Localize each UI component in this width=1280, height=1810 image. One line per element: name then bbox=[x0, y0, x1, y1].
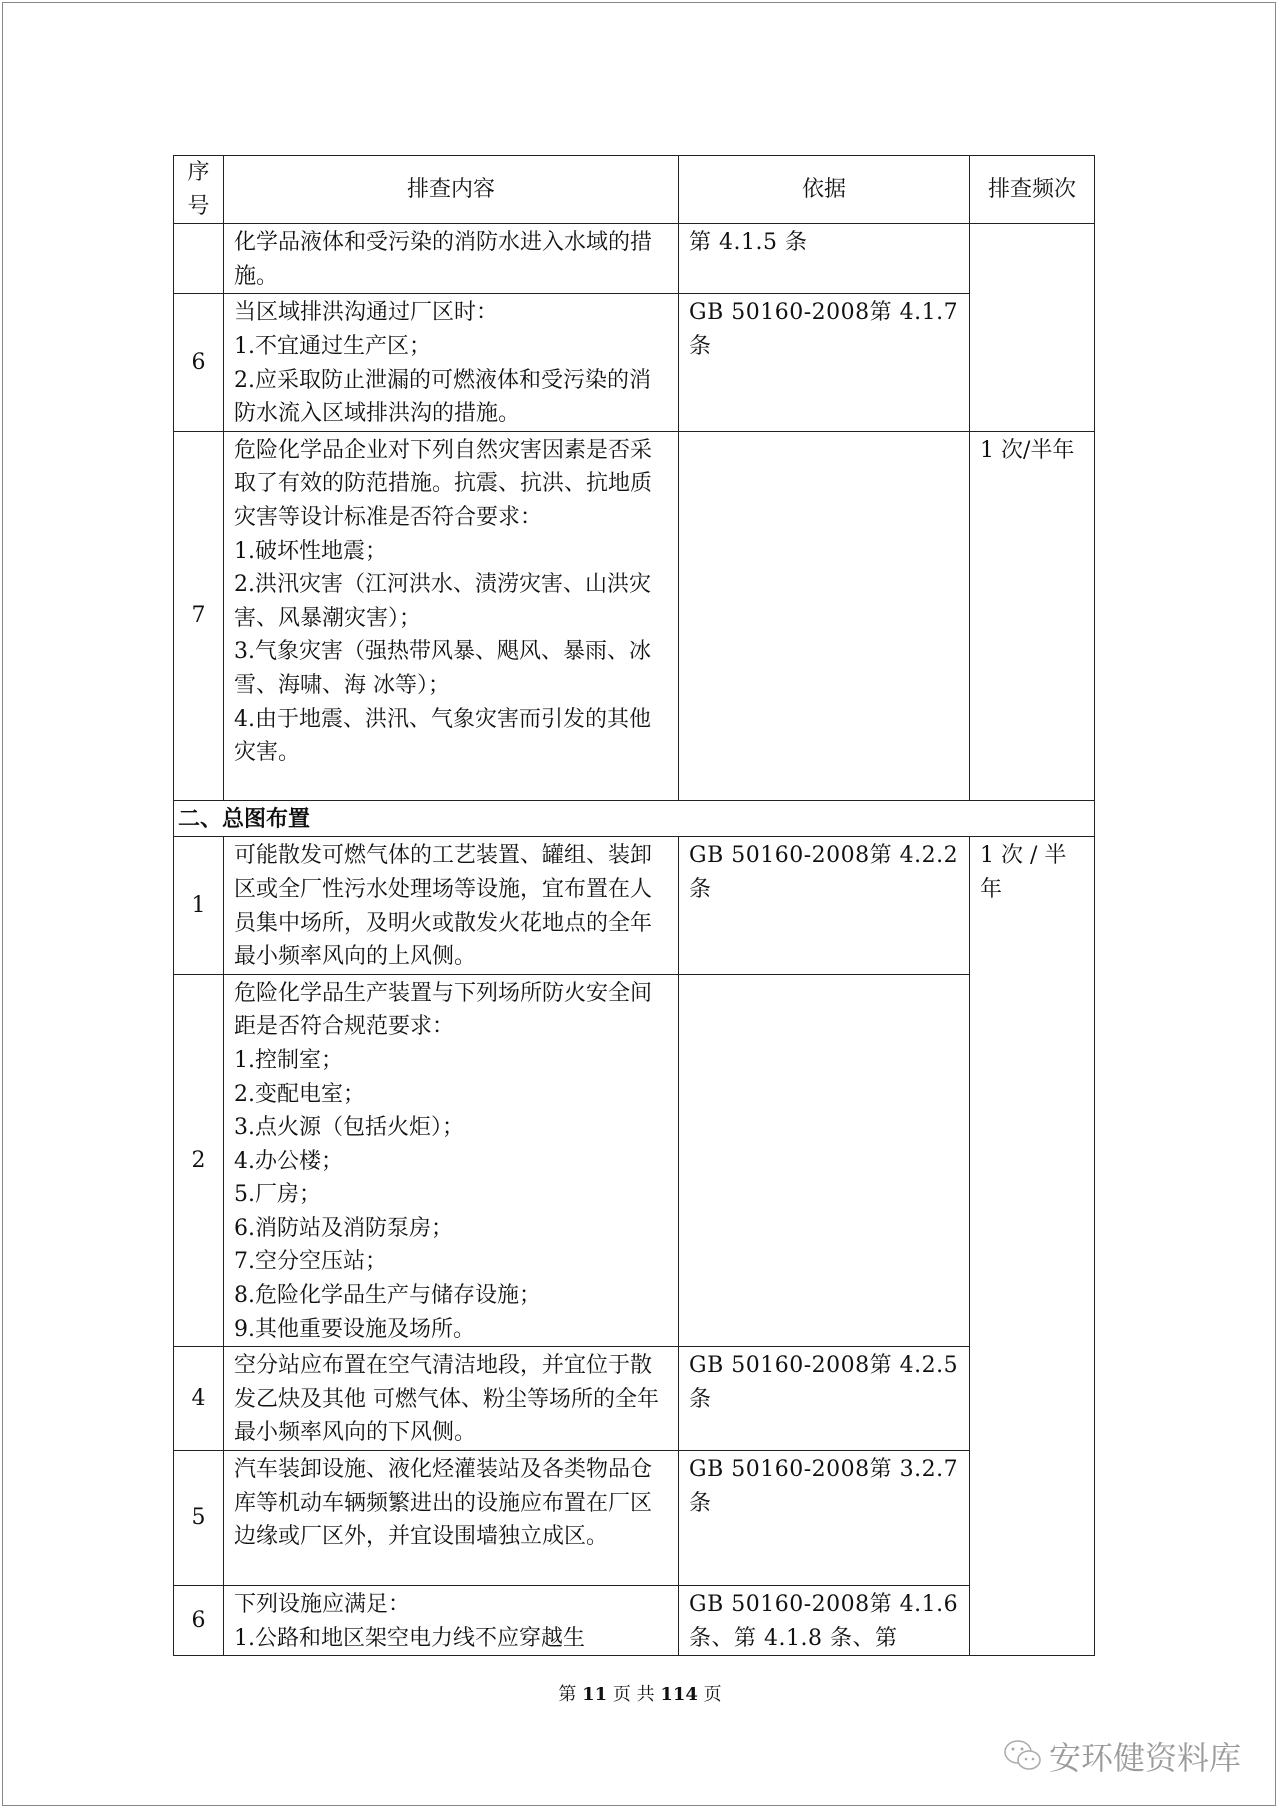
content-line: 2.洪汛灾害（江河洪水、渍涝灾害、山洪灾害、风暴潮灾害）； bbox=[234, 572, 651, 631]
content-line: 1.公路和地区架空电力线不应穿越生 bbox=[234, 1625, 585, 1651]
footer-text: 第 bbox=[558, 1684, 577, 1705]
content-line: 3.点火源（包括火炬）； bbox=[234, 1115, 464, 1141]
section-row bbox=[174, 800, 1095, 837]
row-no: 7 bbox=[174, 431, 224, 800]
watermark bbox=[1003, 1733, 1241, 1779]
row-basis: GB 50160-2008第 4.1.6 条、第 4.1.8 条、第 bbox=[679, 1586, 970, 1656]
row-no: 4 bbox=[174, 1347, 224, 1451]
row-content bbox=[224, 974, 679, 1347]
row-content: 汽车装卸设施、液化烃灌装站及各类物品仓库等机动车辆频繁进出的设施应布置在厂区边缘或厂区外，并宜设围墙独立成区。 bbox=[224, 1451, 679, 1586]
content-line: 危险化学品企业对下列自然灾害因素是否采取了有效的防范措施。抗震、抗洪、抗地质灾害等设计标准是否符合要求： bbox=[234, 437, 653, 530]
row-basis: GB 50160-2008第 4.2.5 条 bbox=[679, 1347, 970, 1451]
row-no: 1 bbox=[174, 837, 224, 974]
content-line: 1.控制室； bbox=[234, 1047, 343, 1073]
table-row bbox=[174, 224, 1095, 294]
page-footer bbox=[0, 1680, 1280, 1706]
content-line: 4.由于地震、洪汛、气象灾害而引发的其他灾害。 bbox=[234, 706, 651, 766]
row-basis: GB 50160-2008第 3.2.7 条 bbox=[679, 1451, 970, 1586]
table-row bbox=[174, 1586, 1095, 1656]
row-freq: 1 次 / 半年 bbox=[970, 837, 1095, 1656]
table-row bbox=[174, 1347, 1095, 1451]
header-freq: 排查频次 bbox=[970, 156, 1095, 224]
content-line: 1.破坏性地震； bbox=[234, 538, 387, 564]
content-line: 7.空分空压站； bbox=[234, 1249, 387, 1275]
row-basis bbox=[679, 974, 970, 1347]
row-content: 空分站应布置在空气清洁地段，并宜位于散发乙炔及其他 可燃气体、粉尘等场所的全年最小频率风向的下风侧。 bbox=[224, 1347, 679, 1451]
content-line: 2.应采取防止泄漏的可燃液体和受污染的消防水流入区域排洪沟的措施。 bbox=[234, 367, 651, 427]
row-no: 6 bbox=[174, 294, 224, 431]
row-no bbox=[174, 224, 224, 294]
row-content bbox=[224, 294, 679, 431]
row-no: 2 bbox=[174, 974, 224, 1347]
content-line: 6.消防站及消防泵房； bbox=[234, 1215, 453, 1241]
table-row bbox=[174, 294, 1095, 431]
row-content bbox=[224, 1586, 679, 1656]
content-line: 当区域排洪沟通过厂区时： bbox=[234, 300, 499, 326]
table-row bbox=[174, 431, 1095, 800]
row-content: 可能散发可燃气体的工艺装置、罐组、装卸区或全厂性污水处理场等设施，宜布置在人员集中场所，及明火或散发火花地点的全年最小频率风向的上风侧。 bbox=[224, 837, 679, 974]
content-line: 8.危险化学品生产与储存设施； bbox=[234, 1283, 541, 1309]
table-header-row bbox=[174, 156, 1095, 224]
row-basis: GB 50160-2008第 4.1.7 条 bbox=[679, 294, 970, 431]
content-line: 5.厂房； bbox=[234, 1182, 321, 1208]
row-no: 5 bbox=[174, 1451, 224, 1586]
row-content bbox=[224, 431, 679, 800]
total-pages: 114 bbox=[660, 1684, 698, 1705]
content-line: 下列设施应满足： bbox=[234, 1592, 411, 1618]
footer-text: 页 共 bbox=[612, 1684, 655, 1705]
section-title: 二、总图布置 bbox=[174, 800, 1095, 837]
watermark-text: 安环健资料库 bbox=[1049, 1739, 1242, 1777]
row-freq bbox=[970, 224, 1095, 432]
content-line: 4.办公楼； bbox=[234, 1148, 343, 1174]
row-basis: GB 50160-2008第 4.2.2 条 bbox=[679, 837, 970, 974]
inspection-table bbox=[173, 155, 1095, 1656]
content-line: 化学品液体和受污染的消防水进入水域的措施。 bbox=[234, 230, 653, 289]
header-content: 排查内容 bbox=[224, 156, 679, 224]
content-line: 9.其他重要设施及场所。 bbox=[234, 1316, 475, 1342]
content-line: 1.不宜通过生产区； bbox=[234, 333, 431, 359]
table-row bbox=[174, 1451, 1095, 1586]
content-line: 3.气象灾害（强热带风暴、飓风、暴雨、冰雪、海啸、海 冰等）； bbox=[234, 639, 651, 698]
row-content bbox=[224, 224, 679, 294]
row-basis bbox=[679, 431, 970, 800]
table-row bbox=[174, 837, 1095, 974]
footer-text: 页 bbox=[703, 1684, 722, 1705]
content-line: 危险化学品生产装置与下列场所防火安全间距是否符合规范要求： bbox=[234, 980, 653, 1040]
wechat-icon bbox=[1003, 1738, 1043, 1774]
row-basis: 第 4.1.5 条 bbox=[679, 224, 970, 294]
header-no: 序号 bbox=[174, 156, 224, 224]
content-line: 2.变配电室； bbox=[234, 1081, 365, 1107]
current-page: 11 bbox=[582, 1684, 608, 1705]
row-freq: 1 次/半年 bbox=[970, 431, 1095, 800]
header-basis: 依据 bbox=[679, 156, 970, 224]
row-no: 6 bbox=[174, 1586, 224, 1656]
table-row bbox=[174, 974, 1095, 1347]
